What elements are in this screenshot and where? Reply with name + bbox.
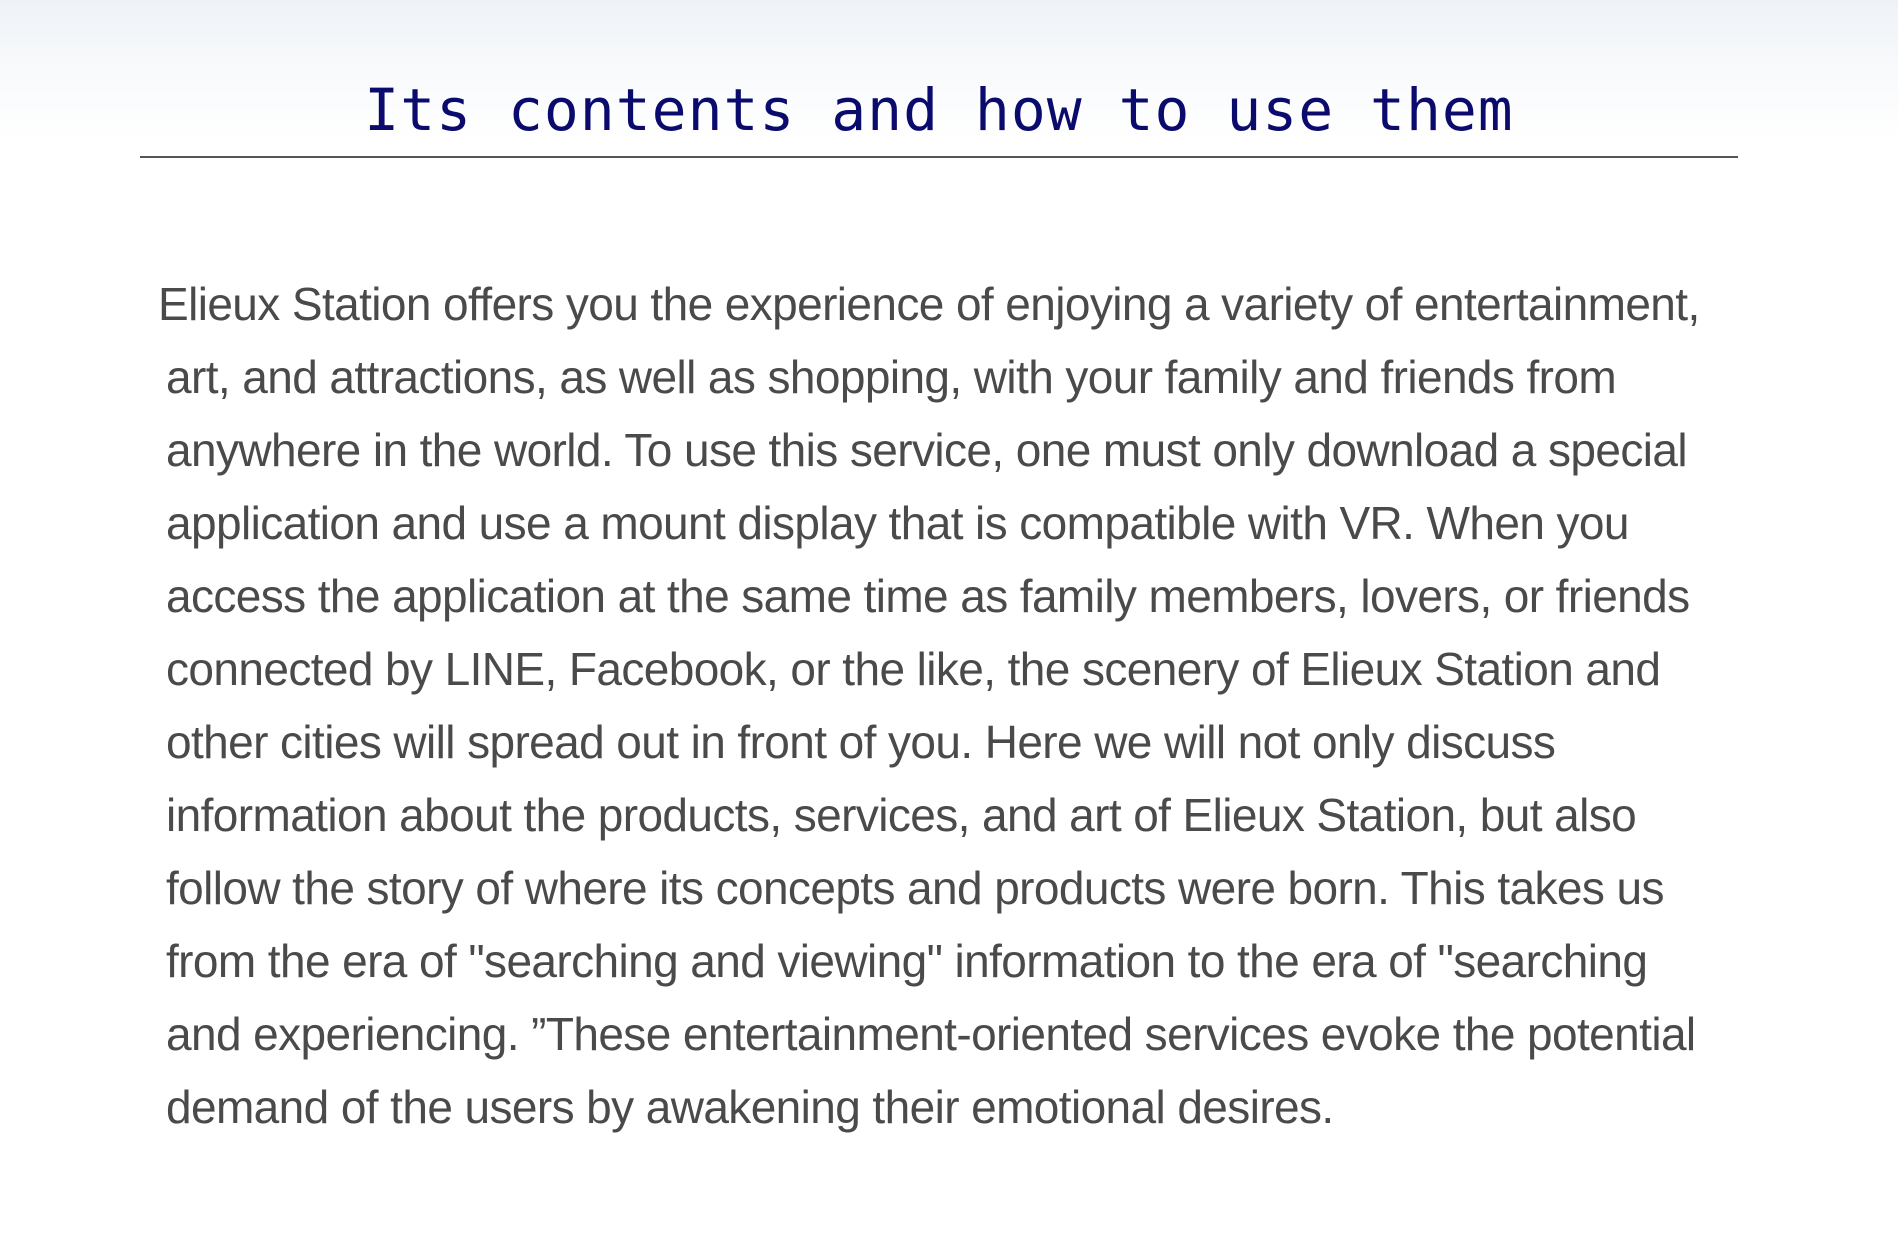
paragraph-line: demand of the users by awakening their emotional desires.	[166, 1081, 1334, 1133]
paragraph-line: connected by LINE, Facebook, or the like, the scenery of Elieux Station and	[166, 643, 1661, 695]
paragraph-line: follow the story of where its concepts and products were born. This takes us	[166, 862, 1664, 914]
paragraph-line: anywhere in the world. To use this service, one must only download a special	[166, 424, 1687, 476]
paragraph-line: application and use a mount display that is compatible with VR. When you	[166, 497, 1629, 549]
paragraph-line: access the application at the same time as family members, lovers, or friends	[166, 570, 1690, 622]
body-paragraph	[158, 268, 1758, 1144]
paragraph-line: information about the products, services, and art of Elieux Station, but also	[166, 789, 1637, 841]
page-title: Its contents and how to use them	[364, 76, 1514, 144]
title-divider	[140, 156, 1738, 158]
paragraph-line: other cities will spread out in front of you. Here we will not only discuss	[166, 716, 1556, 768]
paragraph-line: art, and attractions, as well as shopping, with your family and friends from	[166, 351, 1617, 403]
paragraph-line: and experiencing. ”These entertainment-oriented services evoke the potential	[166, 1008, 1696, 1060]
paragraph-line: from the era of "searching and viewing" information to the era of "searching	[166, 935, 1648, 987]
paragraph-line: Elieux Station offers you the experience of enjoying a variety of entertainment,	[158, 278, 1700, 330]
